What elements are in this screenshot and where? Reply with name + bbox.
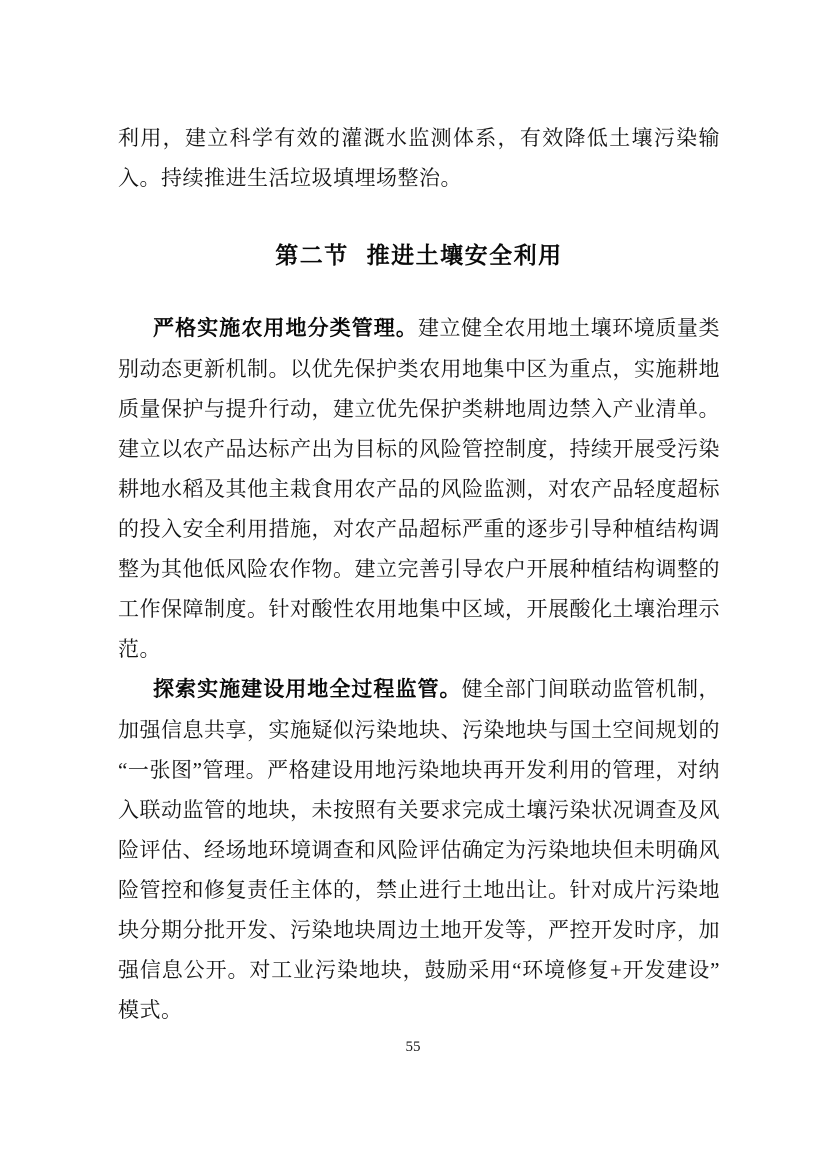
paragraph-2 [118,669,720,1030]
page-number: 55 [405,1039,421,1055]
paragraph-1-lead: 严格实施农用地分类管理。 [153,317,418,340]
intro-paragraph: 利用，建立科学有效的灌溉水监测体系，有效降低土壤污染输入。持续推进生活垃圾填埋场整治。 [118,126,720,190]
paragraph-2-body: 健全部门间联动监管机制，加强信息共享，实施疑似污染地块、污染地块与国土空间规划的“一张图”管理。严格建设用地污染地块再开发利用的管理，对纳入联动监管的地块，未按照有关要求完成土壤污染状况调查及风险评估、经场地环境调查和风险评估确定为污染地块但未明确风险管控和修复责任主体的，禁止进行土地出让。针对成片污染地块分期分批开发、污染地块周边土地开发等，严控开发时序，加强信息公开。对工业污染地块，鼓励采用“环境修复+开发建设”模式。 [118,677,721,1022]
paragraph-2-lead: 探索实施建设用地全过程监管。 [153,678,462,701]
text-block [118,118,720,1030]
paragraph-1-body: 建立健全农用地土壤环境质量类别动态更新机制。以优先保护类农用地集中区为重点，实施耕地质量保护与提升行动，建立优先保护类耕地周边禁入产业清单。建立以农产品达标产出为目标的风险管控制度，持续开展受污染耕地水稻及其他主栽食用农产品的风险监测，对农产品轻度超标的投入安全利用措施，对农产品超标严重的逐步引导种植结构调整为其他低风险农作物。建立完善引导农户开展种植结构调整的工作保障制度。针对酸性农用地集中区域，开展酸化土壤治理示范。 [118,316,721,661]
section-heading: 第二节 推进土壤安全利用 [275,242,563,268]
paragraph-1 [118,308,720,669]
